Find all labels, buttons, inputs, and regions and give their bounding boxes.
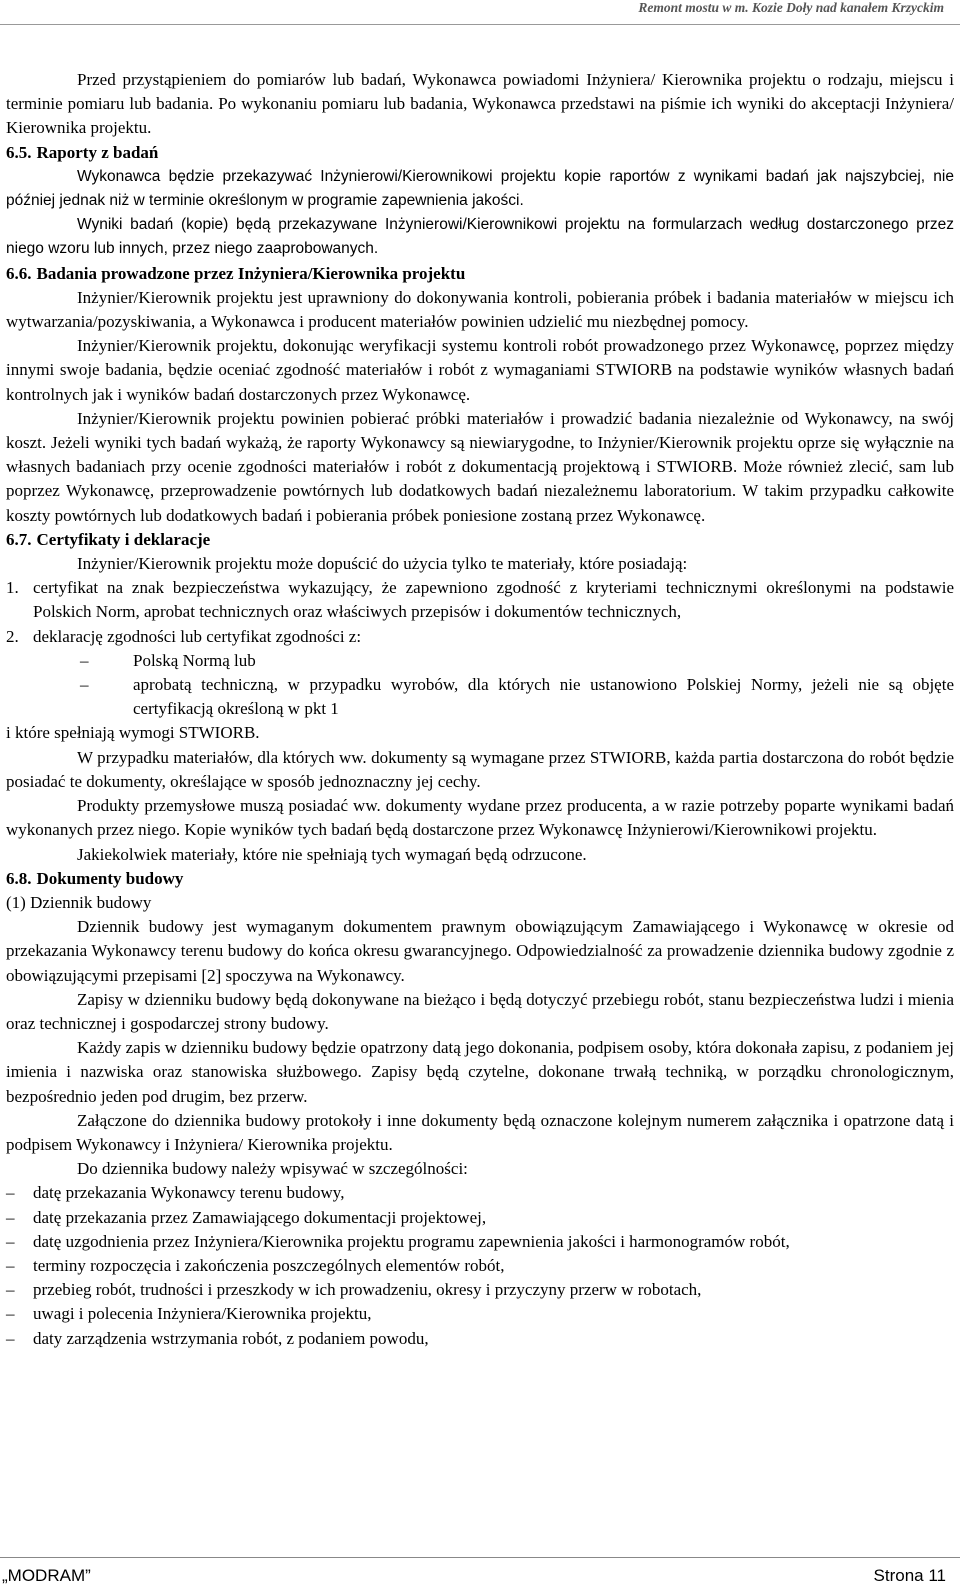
list-item [6, 673, 954, 721]
paragraph: Inżynier/Kierownik projektu może dopuścić do użycia tylko te materiały, które posiadają: [77, 554, 688, 574]
list-item-text: datę przekazania Wykonawcy terenu budowy, [33, 1183, 345, 1203]
list-item [6, 1206, 954, 1230]
dash-bullet: – [6, 1328, 15, 1348]
dash-list [6, 1181, 954, 1350]
list-item-text: Polską Normą lub [133, 650, 256, 670]
list-item-text: przebieg robót, trudności i przeszkody w ich prowadzeniu, okresy i przyczyny przerw w robotach, [33, 1280, 702, 1300]
list-item [6, 1254, 954, 1278]
paragraph: Zapisy w dzienniku budowy będą dokonywane na bieżąco i będą dotyczyć przebiegu robót, stanu bezpieczeństwa ludzi i mienia oraz technicznej i gospodarczej strony budowy. [6, 989, 954, 1033]
paragraph: Każdy zapis w dzienniku budowy będzie opatrzony datą jego dokonania, podpisem osoby, która dokonała zapisu, z podaniem jej imienia i nazwiska oraz stanowiska służbowego. Zapisy będą czytelne, dokonane trwałą techniką, w porządku chronologicznym, bezpośrednio jeden pod drugim, bez przerw. [6, 1038, 954, 1106]
section-title: Badania prowadzone przez Inżyniera/Kierownika projektu [36, 263, 466, 283]
page-number: Strona 11 [873, 1566, 946, 1585]
paragraph: Inżynier/Kierownik projektu powinien pobierać próbki materiałów i prowadzić badania niezależnie od Wykonawcy, na swój koszt. Jeżeli wyniki tych badań wykażą, że raporty Wykonawcy są niewiarygodne, to Inżynier/Kierownik projektu oprze się wyłącznie na własnych badaniach przy ocenie zgodności materiałów i robót z dokumentacją projektową i STWIORB. Może również zlecić, sam lub poprzez Wykonawcę, przeprowadzenie powtórnych lub dodatkowych badań niezależnemu laboratorium. W takim przypadku całkowite koszty powtórnych lub dodatkowych badań i pobierania próbek poniesione zostaną przez Wykonawcę. [6, 408, 954, 525]
list-item-text: datę przekazania przez Zamawiającego dokumentacji projektowej, [33, 1207, 487, 1227]
section-title: Certyfikaty i deklaracje [36, 529, 211, 549]
list-item [6, 1278, 954, 1302]
paragraph: Wykonawca będzie przekazywać Inżynierowi/Kierownikowi projektu kopie raportów z wynikami badań jak najszybciej, nie później jednak niż w terminie określonym w programie zapewnienia jakości. [6, 167, 954, 210]
list-item [6, 1302, 954, 1326]
paragraph: Inżynier/Kierownik projektu jest uprawniony do dokonywania kontroli, pobierania próbek i badania materiałów w miejscu ich wytwarzania/pozyskiwania, a Wykonawca i producent materiałów powinien udzielić mu niezbędnej pomocy. [6, 287, 954, 332]
list-item-text: deklarację zgodności lub certyfikat zgodności z: [33, 626, 362, 646]
section-title: Dokumenty budowy [36, 868, 184, 888]
dash-bullet: – [6, 1280, 15, 1300]
paragraph: Dziennik budowy jest wymaganym dokumentem prawnym obowiązującym Zamawiającego i Wykonawcę w okresie od przekazania Wykonawcy terenu budowy do końca okresu gwarancyjnego. Odpowiedzialność za prowadzenie dziennika budowy zgodnie z obowiązującymi przepisami [2] spoczywa na Wykonawcy. [6, 917, 954, 985]
list-item-text: terminy rozpoczęcia i zakończenia poszczególnych elementów robót, [33, 1255, 505, 1275]
list-item-text: certyfikat na znak bezpieczeństwa wykazujący, że zapewniono zgodność z kryteriami technicznymi określonymi na podstawie Polskich Norm, aprobat technicznych oraz właściwych przepisów i dokumentów technicznych, [33, 578, 954, 622]
paragraph: Do dziennika budowy należy wpisywać w szczególności: [77, 1159, 468, 1179]
footer-rule [0, 1557, 960, 1558]
list-number: 2. [6, 626, 19, 646]
paragraph: i które spełniają wymogi STWIORB. [6, 723, 260, 743]
intro-paragraph: Przed przystąpieniem do pomiarów lub badań, Wykonawca powiadomi Inżyniera/ Kierownika projektu o rodzaju, miejscu i terminie pomiaru lub badania. Po wykonaniu pomiaru lub badania, Wykonawca przedstawi na piśmie ich wyniki do akceptacji Inżyniera/ Kierownika projektu. [6, 70, 954, 138]
paragraph: Załączone do dziennika budowy protokoły i inne dokumenty będą oznaczone kolejnym numerem załącznika i opatrzone datą i podpisem Wykonawcy i Inżyniera/ Kierownika projektu. [6, 1110, 954, 1154]
section-6-7-heading [6, 528, 954, 552]
dash-sublist [6, 649, 954, 722]
paragraph: Jakiekolwiek materiały, które nie spełniają tych wymagań będą odrzucone. [77, 844, 587, 864]
paragraph: Wyniki badań (kopie) będą przekazywane Inżynierowi/Kierownikowi projektu na formularzach według dostarczonego przez niego wzoru lub innych, przez niego zaaprobowanych. [6, 216, 954, 258]
list-item [6, 1327, 954, 1351]
paragraph: Produkty przemysłowe muszą posiadać ww. dokumenty wydane przez producenta, a w razie potrzeby poparte wynikami badań wykonanych przez niego. Kopie wyników tych badań będą dostarczone przez Wykonawcę Inżynierowi/Kierownikowi projektu. [6, 796, 954, 840]
section-number: 6.7. [6, 529, 32, 549]
section-6-8-heading [6, 867, 954, 891]
list-item [6, 649, 954, 673]
dash-bullet: – [6, 1231, 15, 1251]
list-item [6, 1230, 954, 1254]
list-item [6, 1181, 954, 1205]
list-number: 1. [6, 578, 19, 598]
section-6-5-heading [6, 141, 954, 165]
dash-bullet: – [80, 650, 89, 670]
dash-bullet: – [6, 1304, 15, 1324]
list-item [6, 625, 954, 649]
section-number: 6.6. [6, 263, 32, 283]
footer-company: „MODRAM” [2, 1566, 91, 1585]
numbered-list [6, 576, 954, 649]
list-item-text: aprobatą techniczną, w przypadku wyrobów, dla których nie ustanowiono Polskiej Normy, jeżeli nie są objęte certyfikacją określoną w pkt 1 [133, 675, 954, 719]
subsection-title: (1) Dziennik budowy [6, 892, 152, 912]
dash-bullet: – [6, 1255, 15, 1275]
dash-bullet: – [80, 675, 89, 695]
header-rule [0, 24, 960, 25]
running-header-title: Remont mostu w m. Kozie Doły nad kanałem Krzyckim [638, 0, 944, 15]
paragraph: W przypadku materiałów, dla których ww. dokumenty są wymagane przez STWIORB, każda partia dostarczona do robót będzie posiadać te dokumenty, określające w sposób jednoznaczny jej cechy. [6, 747, 954, 791]
dash-bullet: – [6, 1183, 15, 1203]
list-item-text: daty zarządzenia wstrzymania robót, z podaniem powodu, [33, 1328, 429, 1348]
document-body [6, 68, 954, 1351]
list-item-text: datę uzgodnienia przez Inżyniera/Kierownika projektu programu zapewnienia jakości i harmonogramów robót, [33, 1231, 790, 1251]
section-6-6-heading [6, 262, 954, 286]
list-item [6, 576, 954, 624]
list-item-text: uwagi i polecenia Inżyniera/Kierownika projektu, [33, 1304, 372, 1324]
section-number: 6.8. [6, 868, 32, 888]
section-title: Raporty z badań [36, 142, 159, 162]
section-number: 6.5. [6, 142, 32, 162]
paragraph: Inżynier/Kierownik projektu, dokonując weryfikacji systemu kontroli robót prowadzonego przez Wykonawcę, poprzez między innymi swoje badania, będzie oceniać zgodność materiałów i robót z wymaganiami STWIORB na podstawie wyników własnych badań kontrolnych jak i wyników badań dostarczonych przez Wykonawcę. [6, 336, 954, 404]
dash-bullet: – [6, 1207, 15, 1227]
